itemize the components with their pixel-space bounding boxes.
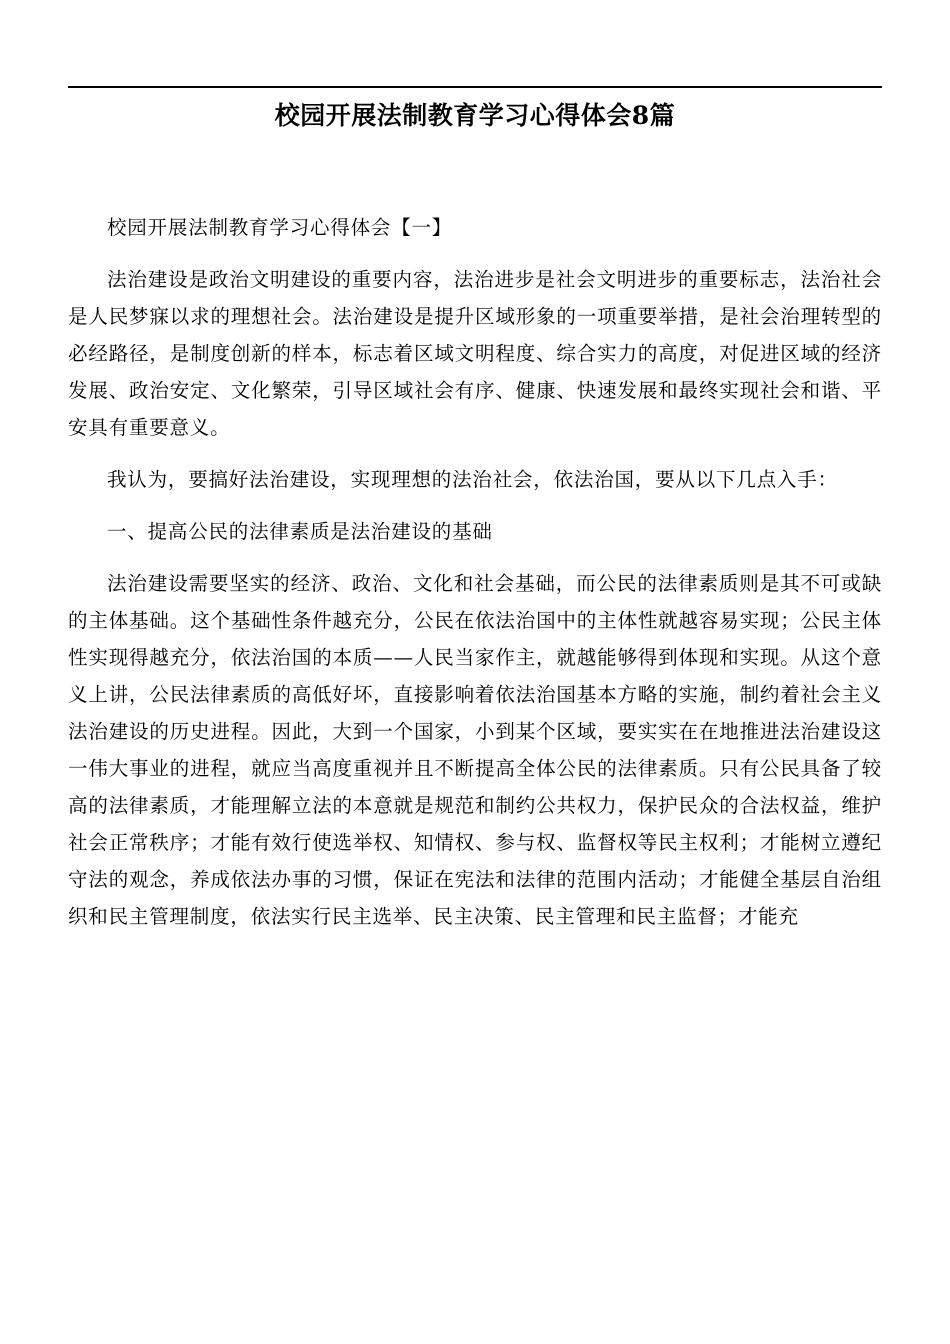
- paragraph-approach: 我认为，要搞好法治建设，实现理想的法治社会，依法治国，要从以下几点入手：: [107, 468, 838, 491]
- paragraph-intro: 法治建设是政治文明建设的重要内容，法治进步是社会文明进步的重要标志，法治社会是人民梦寐以求的理想社会。法治建设是提升区域形象的一项重要举措，是社会治理转型的必经路径，是制度创新的样本，标志着区域文明程度、综合实力的高度，对促进区域的经济发展、政治安定、文化繁荣，引导区域社会有序、健康、快速发展和最终实现社会和谐、平安具有重要意义。: [68, 268, 882, 439]
- header-rule: [68, 86, 882, 88]
- document-body: [68, 209, 882, 950]
- document-title: 校园开展法制教育学习心得体会8篇: [274, 101, 676, 130]
- paragraph-legal-literacy: 法治建设需要坚实的经济、政治、文化和社会基础，而公民的法律素质则是其不可或缺的主体基础。这个基础性条件越充分，公民在依法治国中的主体性就越容易实现；公民主体性实现得越充分，依法治国的本质——人民当家作主，就越能够得到体现和实现。从这个意义上讲，公民法律素质的高低好坏，直接影响着依法治国基本方略的实施，制约着社会主义法治建设的历史进程。因此，大到一个国家，小到某个区域，要实实在在地推进法治建设这一伟大事业的进程，就应当高度重视并且不断提高全体公民的法律素质。只有公民具备了较高的法律素质，才能理解立法的本意就是规范和制约公共权力，保护民众的合法权益，维护社会正常秩序；才能有效行使选举权、知情权、参与权、监督权等民主权利；才能树立遵纪守法的观念，养成依法办事的习惯，保证在宪法和法律的范围内活动；才能健全基层自治组织和民主管理制度，依法实行民主选举、民主决策、民主管理和民主监督；才能充: [68, 572, 882, 928]
- subheading-point-one: 一、提高公民的法律素质是法治建设的基础: [107, 520, 493, 543]
- section-heading-one: 校园开展法制教育学习心得体会【一】: [107, 216, 453, 239]
